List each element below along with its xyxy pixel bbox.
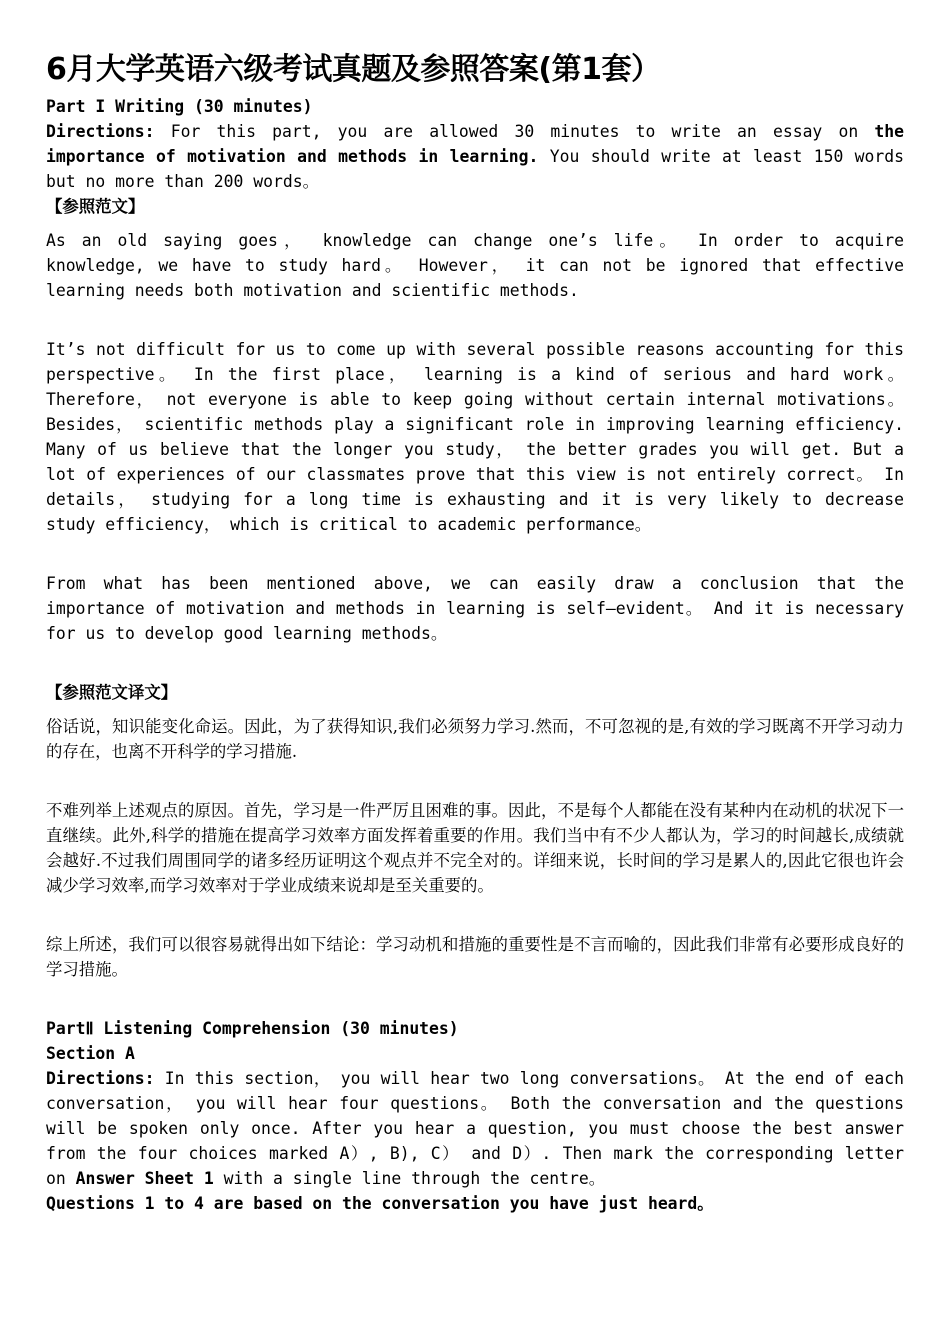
answer-sheet-ref: Answer Sheet 1 — [75, 1169, 214, 1188]
sample-essay-label: 【参照范文】 — [46, 197, 145, 216]
translation-label: 【参照范文译文】 — [46, 683, 178, 702]
page-title: 6月大学英语六级考试真题及参照答案(第1套） — [46, 52, 661, 87]
essay-paragraph: As an old saying goes， knowledge can change one’s life。 In order to acquire knowledge, we have to study hard。 However， it can not be ignored that effective learning needs both motivation and scientific methods. — [46, 231, 904, 300]
directions-text: with a single line through the centre。 — [213, 1169, 606, 1188]
translation-paragraph: 俗话说，知识能变化命运。因此，为了获得知识,我们必须努力学习.然而，不可忽视的是,有效的学习既离不开学习动力的存在，也离不开科学的学习措施. — [46, 717, 904, 761]
part1-heading: Part I Writing (30 minutes) — [46, 97, 313, 116]
directions-text: You should write at least 150 words but no more than 200 words。 — [46, 147, 904, 191]
essay-paragraph: It’s not difficult for us to come up with several possible reasons accounting for this perspective。 In the first place， learning is a kind of serious and hard work。 Therefore， not everyone is able to keep going without certain internal motivations。 Besides， scientific methods play a significant role in improving learning efficiency. Many of us believe that the longer you study， the better grades you will get. But a lot of experiences of our classmates prove that this view is not entirely correct。 In details， studying for a long time is exhausting and it is very likely to decrease study efficiency， which is critical to academic performance。 — [46, 340, 904, 534]
directions-label: Directions: — [46, 1069, 155, 1088]
questions-note: Questions 1 to 4 are based on the conversation you have just heard。 — [46, 1194, 714, 1213]
directions-text: For this part, you are allowed 30 minutes to write an essay on — [154, 122, 875, 141]
essay-paragraph: From what has been mentioned above, we can easily draw a conclusion that the importance of motivation and methods in learning is self—evident。 And it is necessary for us to develop good learning methods。 — [46, 574, 904, 643]
section-heading: Section A — [46, 1044, 135, 1063]
part2-heading: PartⅡ Listening Comprehension (30 minutes) — [46, 1019, 459, 1038]
translation-paragraph: 综上所述，我们可以很容易就得出如下结论：学习动机和措施的重要性是不言而喻的，因此我们非常有必要形成良好的学习措施。 — [46, 935, 904, 979]
directions-topic: the importance of motivation and methods in learning. — [46, 122, 904, 166]
directions-text: In this section， you will hear two long conversations。 At the end of each conversation， you will hear four questions。 Both the conversation and the questions will be spoken only once. After you hear a question, you must choose the best answer from the four choices marked A）, B), C） and D）. Then mark the corresponding letter on — [46, 1069, 904, 1188]
directions-label: Directions: — [46, 122, 155, 141]
document-page — [46, 50, 904, 1216]
translation-paragraph: 不难列举上述观点的原因。首先，学习是一件严厉且困难的事。因此，不是每个人都能在没有某种内在动机的状况下一直继续。此外,科学的措施在提高学习效率方面发挥着重要的作用。我们当中有不少人都认为，学习的时间越长,成绩就会越好.不过我们周围同学的诸多经历证明这个观点并不完全对的。详细来说，长时间的学习是累人的,因此它很也许会减少学习效率,而学习效率对于学业成绩来说却是至关重要的。 — [46, 801, 904, 895]
part2-directions — [46, 1066, 904, 1191]
part1-directions — [46, 119, 904, 194]
